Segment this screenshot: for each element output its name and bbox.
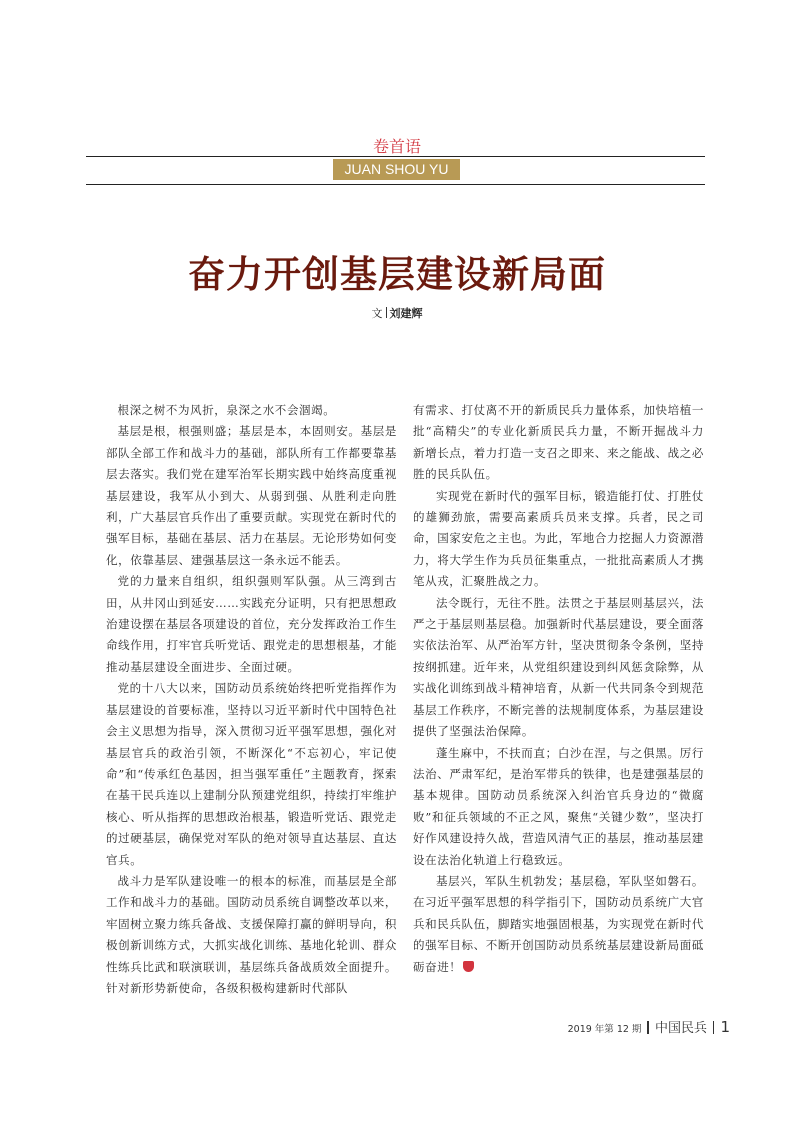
magazine-name: 中国民兵 — [654, 1021, 707, 1036]
footer-divider — [647, 1021, 649, 1034]
header-rule-top — [86, 156, 705, 157]
article-column-right — [413, 400, 704, 978]
byline-prefix: 文 — [371, 307, 383, 320]
article-title: 奋力开创基层建设新局面 — [188, 253, 606, 296]
section-title-cn: 卷首语 — [372, 137, 421, 156]
paragraph: 有需求、打仗离不开的新质民兵力量体系，加快培植一批“高精尖”的专业化新质民兵力量，不断开掘战斗力新增长点，着力打造一支召之即来、来之能战、战之必胜的民兵队伍。 — [413, 403, 704, 482]
footer-divider — [713, 1021, 715, 1034]
paragraph: 战斗力是军队建设唯一的根本的标准，而基层是全部工作和战斗力的基础。国防动员系统自调整改革以来，牢固树立聚力练兵备战、支援保障打赢的鲜明导向，积极创新训练方式，大抓实战化训练、基地化轮训、群众性练兵比武和联演联训，基层练兵备战质效全面提升。针对新形势新使命，各级积极构建新时代部队 — [106, 873, 397, 995]
paragraph: 法令既行，无往不胜。法贯之于基层则基层兴，法严之于基层则基层稳。加强新时代基层建设，要全面落实依法治军、从严治军方针，坚决贯彻条令条例，坚持按纲抓建。近年来，从党组织建设到纠风惩贪除弊，从实战化训练到战斗精神培育，从新一代共同条令到规范基层工作秩序，不断完善的法规制度体系，为基层建设提供了坚强法治保障。 — [413, 595, 704, 739]
section-title-en-badge: JUAN SHOU YU — [333, 159, 460, 180]
paragraph: 党的十八大以来，国防动员系统始终把听党指挥作为基层建设的首要标准，坚持以习近平新时代中国特色社会主义思想为指导，深入贯彻习近平强军思想，强化对基层官兵的政治引领，不断深化“不忘初心，牢记使命”和“传承红色基因，担当强军重任”主题教育，探索在基干民兵连以上建制分队预建党组织，持续打牢维护核心、听从指挥的思想政治根基，锻造听党话、跟党走的过硬基层，确保党对军队的绝对领导直达基层、直达官兵。 — [106, 681, 397, 867]
issue-number: 2019 年第 12 期 — [567, 1024, 642, 1035]
end-mark-icon — [463, 961, 474, 972]
paragraph: 实现党在新时代的强军目标，锻造能打仗、打胜仗的雄狮劲旅，需要高素质兵员来支撑。兵者，民之司命，国家安危之主也。为此，军地合力挖掘人力资源潜力，将大学生作为兵员征集重点，一批批高素质人才携笔从戎，汇聚胜战之力。 — [413, 488, 704, 589]
paragraph: 党的力量来自组织，组织强则军队强。从三湾到古田，从井冈山到延安……实践充分证明，只有把思想政治建设摆在基层各项建设的首位，充分发挥政治工作生命线作用，打牢官兵听党话、跟党走的思想根基，才能推动基层建设全面进步、全面过硬。 — [106, 574, 397, 674]
paragraph-text: 基层兴，军队生机勃发；基层稳，军队坚如磐石。在习近平强军思想的科学指引下，国防动员系统广大官兵和民兵队伍，脚踏实地强固根基，为实现党在新时代的强军目标、不断开创国防动员系统基层建设新局面砥砺奋进！ — [413, 873, 704, 974]
page-number: 1 — [720, 1018, 730, 1036]
article-column-left — [106, 400, 397, 999]
paragraph: 根深之树不为风折，泉深之水不会涸竭。 — [117, 403, 336, 417]
author-name: 刘建辉 — [389, 307, 423, 320]
paragraph: 基层是根，根强则盛；基层是本，本固则安。基层是部队全部工作和战斗力的基础，部队所有工作都要靠基层去落实。我们党在建军治军长期实践中始终高度重视基层建设，我军从小到大、从弱到强、从胜利走向胜利，广大基层官兵作出了重要贡献。实现党在新时代的强军目标，基础在基层、活力在基层。无论形势如何变化，依靠基层、建强基层这一条永远不能丢。 — [106, 424, 397, 567]
paragraph: 蓬生麻中，不扶而直；白沙在涅，与之俱黑。厉行法治、严肃军纪，是治军带兵的铁律，也是建强基层的基本规律。国防动员系统深入纠治官兵身边的“微腐败”和征兵领域的不正之风，聚焦“关键少数”，坚决打好作风建设持久战，营造风清气正的基层，推动基层建设在法治化轨道上行稳致远。 — [413, 745, 704, 867]
page-footer — [540, 1017, 730, 1036]
paragraph — [413, 871, 704, 978]
header-rule-bottom — [86, 184, 705, 185]
byline-divider — [386, 307, 387, 318]
byline — [0, 305, 794, 321]
